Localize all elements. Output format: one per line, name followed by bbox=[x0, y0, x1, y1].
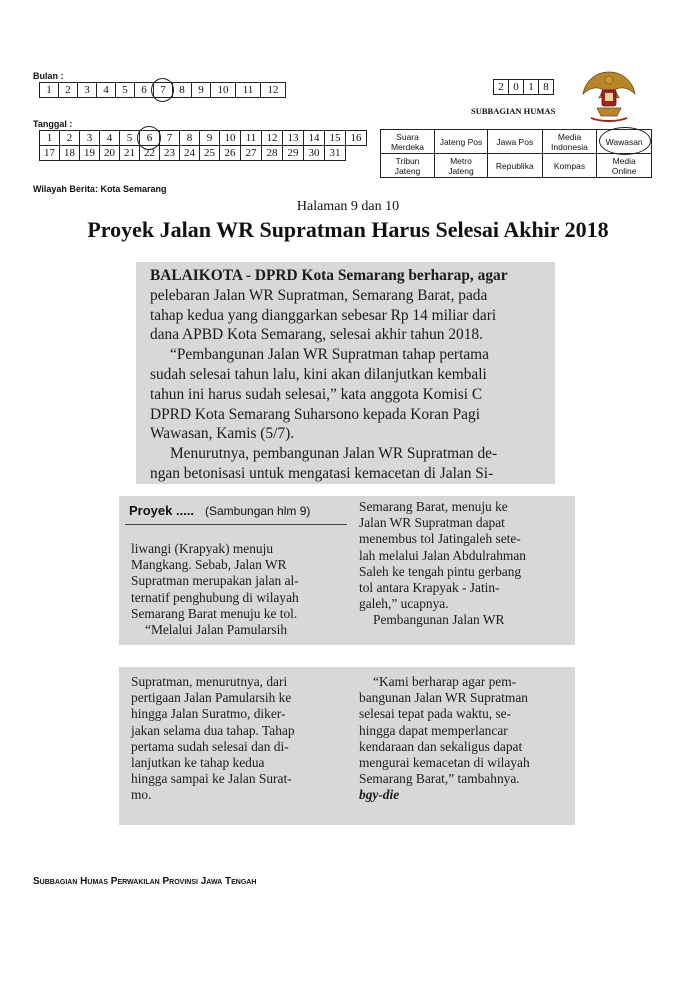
day-cell-label: 29 bbox=[287, 147, 299, 159]
page-reference: Halaman 9 dan 10 bbox=[296, 199, 400, 214]
text-line: BALAIKOTA - DPRD Kota Semarang berharap, agar bbox=[150, 267, 508, 284]
month-cell-label: 7 bbox=[160, 84, 166, 96]
month-cell bbox=[192, 83, 211, 98]
day-cell bbox=[80, 146, 100, 161]
day-cell-label: 12 bbox=[266, 132, 278, 144]
year-digit-cell-label: 1 bbox=[528, 81, 534, 93]
text-line: dana APBD Kota Semarang, selesai akhir tahun 2018. bbox=[150, 326, 483, 344]
month-cell-label: 5 bbox=[122, 84, 128, 96]
day-cell bbox=[220, 131, 241, 146]
day-cell bbox=[100, 131, 120, 146]
day-cell-label: 15 bbox=[329, 132, 341, 144]
year-digit-cell bbox=[539, 80, 554, 95]
month-cell bbox=[97, 83, 116, 98]
day-cell-label: 25 bbox=[204, 147, 215, 159]
day-cell-label: 31 bbox=[329, 147, 341, 159]
day-cell-label: 17 bbox=[44, 147, 55, 159]
year-digit-cell-label: 0 bbox=[513, 81, 519, 93]
article-clip-2 bbox=[119, 496, 575, 645]
year-digit-cell-label: 8 bbox=[543, 81, 549, 93]
text-line: tahun ini harus sudah selesai,” kata anggota Komisi C bbox=[150, 385, 483, 403]
day-cell-label: 5 bbox=[126, 132, 133, 144]
text-line: galeh,” ucapnya. bbox=[359, 596, 449, 612]
text-line: liwangi (Krapyak) menuju bbox=[131, 541, 274, 556]
media-name: Jateng Pos bbox=[439, 136, 483, 147]
day-cell bbox=[283, 146, 304, 161]
article-clip-3 bbox=[119, 667, 575, 825]
day-cell-label: 1 bbox=[46, 132, 53, 144]
day-cell-label: 19 bbox=[84, 147, 95, 159]
media-cell bbox=[542, 154, 597, 178]
media-cell bbox=[435, 130, 488, 154]
bulan-label: Bulan : bbox=[33, 71, 64, 81]
text-line: “Melalui Jalan Pamularsih bbox=[145, 622, 288, 638]
text-line: jakan selama dua tahap. Tahap bbox=[131, 722, 295, 738]
continuation-heading: Proyek ..... bbox=[129, 503, 195, 518]
day-cell bbox=[241, 146, 262, 161]
day-cell bbox=[262, 146, 283, 161]
media-name: Tribun Jateng bbox=[394, 155, 421, 176]
day-cell bbox=[200, 146, 220, 161]
text-line: Semarang Barat, menuju ke bbox=[359, 499, 508, 514]
year-digit-cell bbox=[509, 80, 524, 95]
day-cell-label: 26 bbox=[224, 147, 236, 159]
day-cell bbox=[80, 131, 100, 146]
text-line: Wawasan, Kamis (5/7). bbox=[150, 425, 295, 443]
day-cell bbox=[120, 146, 140, 161]
month-cell-label: 8 bbox=[179, 84, 185, 96]
month-cell-label: 10 bbox=[217, 84, 229, 96]
media-name: Jawa Pos bbox=[496, 136, 534, 147]
text-line: Menurutnya, pembangunan Jalan WR Supratman de- bbox=[170, 445, 498, 463]
month-cell-label: 9 bbox=[198, 84, 204, 96]
month-cell bbox=[59, 83, 78, 98]
headline: Proyek Jalan WR Supratman Harus Selesai Akhir 2018 bbox=[87, 217, 609, 242]
text-line: “Kami berharap agar pem- bbox=[373, 674, 517, 689]
month-cell bbox=[154, 83, 173, 98]
text-line: Mangkang. Sebab, Jalan WR bbox=[131, 557, 287, 573]
media-name: Suara Merdeka bbox=[390, 131, 425, 152]
day-cell-label: 24 bbox=[184, 147, 195, 159]
day-cell bbox=[60, 131, 80, 146]
text-line: Supratman, menurutnya, dari bbox=[131, 674, 288, 689]
day-cell-label: 23 bbox=[164, 147, 175, 159]
text-line: bgy-die bbox=[359, 787, 400, 803]
day-cell-label: 27 bbox=[245, 147, 257, 159]
media-cell bbox=[435, 154, 488, 178]
month-cell-label: 3 bbox=[84, 84, 90, 96]
text-line: DPRD Kota Semarang Suharsono kepada Koran Pagi bbox=[150, 405, 480, 423]
day-cell-label: 2 bbox=[66, 132, 73, 144]
text-line: sudah selesai tahun lalu, kini akan dilanjutkan kembali bbox=[150, 365, 487, 383]
day-cell-label: 9 bbox=[206, 132, 213, 144]
day-cell bbox=[40, 146, 60, 161]
media-name: Media Indonesia bbox=[551, 131, 588, 152]
day-cell-label: 16 bbox=[350, 132, 362, 144]
media-name: Republika bbox=[495, 160, 534, 171]
org-name: SUBBAGIAN HUMAS bbox=[471, 106, 556, 116]
day-cell bbox=[60, 146, 80, 161]
text-line: pertama sudah selesai dan di- bbox=[131, 738, 289, 754]
text-line: selesai tepat pada waktu, se- bbox=[359, 706, 512, 722]
day-cell-label: 7 bbox=[166, 132, 173, 144]
day-cell-label: 11 bbox=[245, 132, 257, 144]
text-line: menembus tol Jatingaleh sete- bbox=[359, 531, 521, 547]
clip2-right-column bbox=[359, 499, 569, 629]
text-line: pertigaan Jalan Pamularsih ke bbox=[131, 690, 292, 706]
month-cell-label: 2 bbox=[65, 84, 71, 96]
year-digit-cell bbox=[494, 80, 509, 95]
media-name: Media Online bbox=[611, 155, 637, 176]
month-cell bbox=[173, 83, 192, 98]
day-cell bbox=[100, 146, 120, 161]
text-line: ngan betonisasi untuk mengatasi kemacetan di Jalan Si- bbox=[150, 464, 494, 482]
month-cell-label: 4 bbox=[103, 84, 109, 96]
day-cell bbox=[304, 131, 325, 146]
text-line: hingga dapat memperlancar bbox=[359, 722, 508, 738]
month-cell bbox=[261, 83, 286, 98]
selection-circle bbox=[599, 127, 651, 155]
day-cell-label: 20 bbox=[104, 147, 115, 159]
article-clip-1 bbox=[136, 262, 555, 484]
day-cell bbox=[140, 131, 160, 146]
garuda-emblem-icon bbox=[577, 68, 641, 124]
day-cell-label: 10 bbox=[224, 132, 236, 144]
text-line: ternatif penghubung di wilayah bbox=[131, 589, 299, 605]
media-table bbox=[380, 129, 652, 178]
day-cell bbox=[283, 131, 304, 146]
clip3-left-column bbox=[131, 674, 351, 804]
day-cell bbox=[220, 146, 241, 161]
text-line: bangunan Jalan WR Supratman bbox=[359, 690, 528, 706]
media-cell bbox=[487, 154, 542, 178]
day-cell-label: 8 bbox=[186, 132, 193, 144]
month-cell-label: 12 bbox=[267, 84, 279, 96]
month-cell bbox=[236, 83, 261, 98]
day-cell bbox=[200, 131, 220, 146]
text-line: Supratman merupakan jalan al- bbox=[131, 573, 299, 589]
day-cell-label: 6 bbox=[146, 132, 153, 144]
tanggal-label: Tanggal : bbox=[33, 119, 73, 129]
media-name: Wawasan bbox=[605, 136, 643, 147]
media-name: Kompas bbox=[553, 160, 586, 171]
day-cell bbox=[140, 146, 160, 161]
text-line: hingga sampai ke Jalan Surat- bbox=[131, 771, 292, 787]
month-grid bbox=[39, 82, 286, 98]
heading-divider bbox=[125, 524, 347, 525]
day-cell-label: 30 bbox=[308, 147, 320, 159]
day-cell-label: 13 bbox=[287, 132, 299, 144]
clip2-left-column bbox=[131, 541, 351, 638]
media-cell bbox=[597, 130, 652, 154]
clip1-text bbox=[150, 266, 550, 484]
day-cell bbox=[160, 146, 180, 161]
selection-circle bbox=[151, 78, 174, 102]
day-cell-label: 21 bbox=[124, 147, 135, 159]
media-cell bbox=[597, 154, 652, 178]
footer-org: Subbagian Humas Perwakilan Provinsi Jawa Tengah bbox=[33, 876, 257, 887]
day-cell bbox=[180, 146, 200, 161]
text-line: kendaraan dan sekaligus dapat bbox=[359, 738, 523, 754]
day-cell bbox=[346, 131, 367, 146]
text-line: tol antara Krapyak - Jatin- bbox=[359, 580, 500, 596]
media-cell bbox=[542, 130, 597, 154]
year-digit-cell bbox=[524, 80, 539, 95]
text-line: Semarang Barat menuju ke tol. bbox=[131, 605, 298, 621]
year-digit-cell-label: 2 bbox=[498, 81, 504, 93]
day-cell bbox=[40, 131, 60, 146]
month-cell-label: 11 bbox=[242, 84, 254, 96]
day-cell-label: 28 bbox=[266, 147, 278, 159]
month-cell bbox=[116, 83, 135, 98]
text-line: mo. bbox=[131, 787, 152, 803]
clip3-right-column bbox=[359, 674, 569, 804]
day-cell-label: 14 bbox=[308, 132, 320, 144]
month-cell bbox=[40, 83, 59, 98]
text-line: “Pembangunan Jalan WR Supratman tahap pertama bbox=[170, 346, 489, 364]
day-cell bbox=[262, 131, 283, 146]
text-line: Pembangunan Jalan WR bbox=[373, 612, 505, 628]
month-cell bbox=[211, 83, 236, 98]
day-cell-label: 4 bbox=[106, 132, 113, 144]
day-cell-label: 22 bbox=[144, 147, 155, 159]
media-cell bbox=[381, 130, 435, 154]
text-line: lah melalui Jalan Abdulrahman bbox=[359, 547, 526, 563]
day-cell-label: 18 bbox=[64, 147, 75, 159]
day-cell bbox=[180, 131, 200, 146]
text-line: tahap kedua yang dianggarkan sebesar Rp 14 miliar dari bbox=[150, 306, 497, 324]
month-cell-label: 6 bbox=[141, 84, 147, 96]
day-cell bbox=[325, 146, 346, 161]
month-cell bbox=[78, 83, 97, 98]
day-cell bbox=[160, 131, 180, 146]
text-line: Saleh ke tengah pintu gerbang bbox=[359, 563, 522, 579]
media-name: Metro Jateng bbox=[448, 155, 474, 176]
day-cell bbox=[241, 131, 262, 146]
text-line: Jalan WR Supratman dapat bbox=[359, 515, 505, 531]
text-line: hingga Jalan Suratmo, diker- bbox=[131, 706, 286, 722]
day-cell-label: 3 bbox=[86, 132, 93, 144]
year-grid bbox=[493, 79, 554, 95]
month-cell-label: 1 bbox=[46, 84, 52, 96]
day-cell bbox=[304, 146, 325, 161]
text-line: mengurai kemacetan di wilayah bbox=[359, 755, 530, 771]
day-grid bbox=[39, 130, 367, 161]
day-cell bbox=[325, 131, 346, 146]
text-line: lanjutkan ke tahap kedua bbox=[131, 755, 265, 771]
wilayah-berita: Wilayah Berita: Kota Semarang bbox=[33, 184, 167, 194]
media-cell bbox=[487, 130, 542, 154]
media-cell bbox=[381, 154, 435, 178]
text-line: pelebaran Jalan WR Supratman, Semarang Barat, pada bbox=[150, 286, 488, 304]
text-line: Semarang Barat,” tambahnya. bbox=[359, 771, 520, 787]
continuation-note: (Sambungan hlm 9) bbox=[205, 504, 311, 518]
